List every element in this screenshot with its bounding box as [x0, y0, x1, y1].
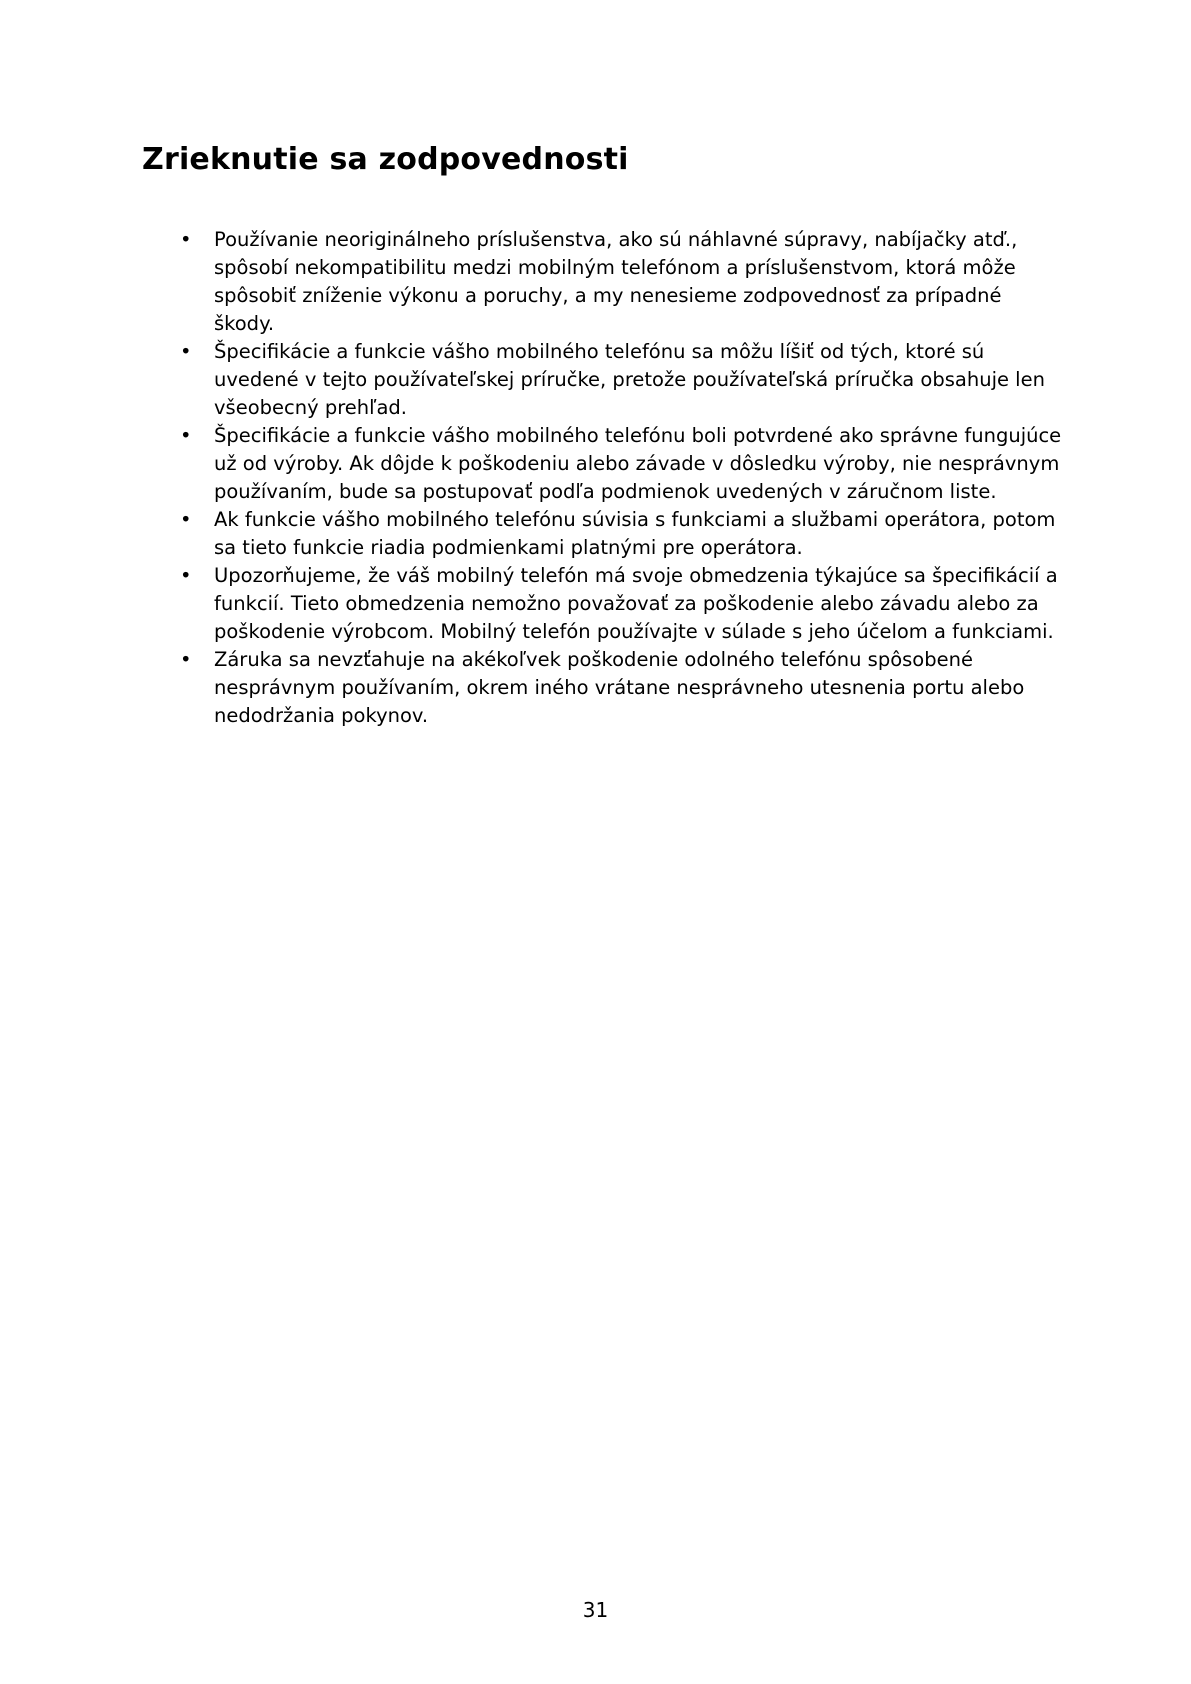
- page-number: 31: [582, 1598, 609, 1622]
- bullet-icon: •: [180, 424, 192, 447]
- list-item-text: Špecifikácie a funkcie vášho mobilného telefónu boli potvrdené ako správne fungujúce už od výroby. Ak dôjde k poškodeniu alebo závade v dôsledku výroby, nie nesprávnym používaním, bude sa postupovať podľa podmienok uvedených v záručnom liste.: [214, 424, 1062, 503]
- bullet-icon: •: [180, 340, 192, 363]
- bullet-icon: •: [180, 508, 192, 531]
- bullet-icon: •: [180, 228, 192, 251]
- list-item-text: Špecifikácie a funkcie vášho mobilného telefónu sa môžu líšiť od tých, ktoré sú uvedené v tejto používateľskej príručke, pretože používateľská príručka obsahuje len všeobecný prehľad.: [214, 340, 1045, 419]
- disclaimer-list: [180, 226, 1064, 730]
- list-item: [180, 506, 1064, 562]
- bullet-icon: •: [180, 648, 192, 671]
- list-item: [180, 562, 1064, 646]
- page-title: Zrieknutie sa zodpovednosti: [142, 142, 629, 177]
- list-item: [180, 422, 1064, 506]
- list-item: [180, 338, 1064, 422]
- list-item: [180, 226, 1064, 338]
- list-item-text: Upozorňujeme, že váš mobilný telefón má svoje obmedzenia týkajúce sa špecifikácií a funkcií. Tieto obmedzenia nemožno považovať za poškodenie alebo závadu alebo za poškodenie výrobcom. Mobilný telefón používajte v súlade s jeho účelom a funkciami.: [214, 564, 1058, 643]
- list-item-text: Ak funkcie vášho mobilného telefónu súvisia s funkciami a službami operátora, potom sa tieto funkcie riadia podmienkami platnými pre operátora.: [214, 508, 1056, 559]
- list-item-text: Záruka sa nevzťahuje na akékoľvek poškodenie odolného telefónu spôsobené nesprávnym používaním, okrem iného vrátane nesprávneho utesnenia portu alebo nedodržania pokynov.: [214, 648, 1025, 727]
- list-item: [180, 646, 1064, 730]
- bullet-icon: •: [180, 564, 192, 587]
- list-item-text: Používanie neoriginálneho príslušenstva, ako sú náhlavné súpravy, nabíjačky atď., spôsobí nekompatibilitu medzi mobilným telefónom a príslušenstvom, ktorá môže spôsobiť zníženie výkonu a poruchy, a my nenesieme zodpovednosť za prípadné škody.: [214, 228, 1018, 335]
